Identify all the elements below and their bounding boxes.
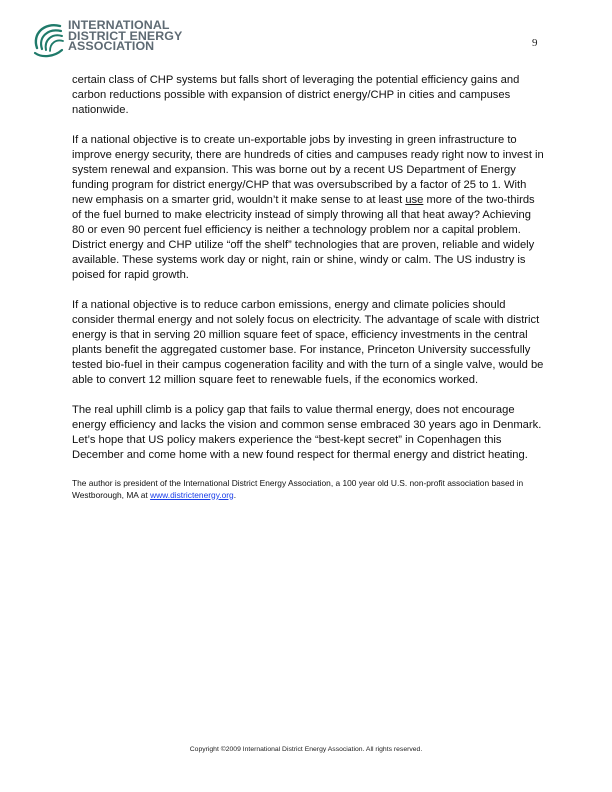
logo-line-1: INTERNATIONAL	[68, 18, 170, 32]
logo-line-3: ASSOCIATION	[68, 39, 155, 53]
paragraph-3: If a national objective is to reduce carbon emissions, energy and climate policies should consider thermal energy and not solely focus on electricity. The advantage of scale with district energy is that in serving 20 million square feet of space, efficiency investments in the central plants benefit the aggregated customer base. For instance, Princeton University successfully tested bio-fuel in their campus cogeneration facility and with the turn of a single valve, would be able to convert 12 million square feet to renewable fuels, if the economics worked.	[72, 299, 544, 386]
underlined-word-use: use	[405, 194, 424, 206]
copyright-footer: Copyright ©2009 International District Energy Association. All rights reserved.	[189, 746, 423, 753]
author-note-text: The author is president of the International District Energy Association, a 100 year old U.S. non-profit association based in Westborough, MA at	[72, 478, 524, 500]
paragraph-2-part-b: more of the two-thirds of the fuel burned to make electricity instead of simply throwing all that heat away? Achieving 80 or even 90 percent fuel efficiency is neither a technology problem nor a capital problem. District energy and CHP utilize “off the shelf” technologies that are proven, reliable and widely available. These systems work day or night, rain or shine, windy or calm. The US industry is poised for rapid growth.	[72, 194, 535, 281]
swirl-logo-icon	[30, 20, 68, 60]
logo-line-2: DISTRICT ENERGY	[68, 28, 183, 43]
author-note-end: .	[233, 489, 237, 500]
paragraph-1: certain class of CHP systems but falls short of leveraging the potential efficiency gains and carbon reductions possible with expansion of district energy/CHP in cities and campuses nationwide.	[72, 74, 520, 116]
idea-logo	[30, 20, 190, 62]
logo-wordmark	[68, 20, 198, 52]
district-energy-link[interactable]: www.districtenergy.org	[150, 489, 234, 500]
page-number: 9	[532, 37, 538, 49]
author-note	[72, 478, 544, 501]
paragraph-4: The real uphill climb is a policy gap that fails to value thermal energy, does not encourage energy efficiency and lacks the vision and common sense embraced 30 years ago in Denmark. Let’s hope that US policy makers experience the “best-kept secret” in Copenhagen this December and come home with a new found respect for thermal energy and district heating.	[72, 404, 542, 461]
paragraph-2-part-a: If a national objective is to create un-exportable jobs by investing in green infrastructure to improve energy security, there are hundreds of cities and campuses ready right now to invest in system renewal and expansion. This was borne out by a recent US Department of Energy funding program for district energy/CHP that was oversubscribed by a factor of 25 to 1. With new emphasis on a smarter grid, wouldn’t it make sense to at least	[72, 134, 544, 206]
article-body	[72, 73, 544, 501]
paragraph-2	[72, 133, 544, 283]
